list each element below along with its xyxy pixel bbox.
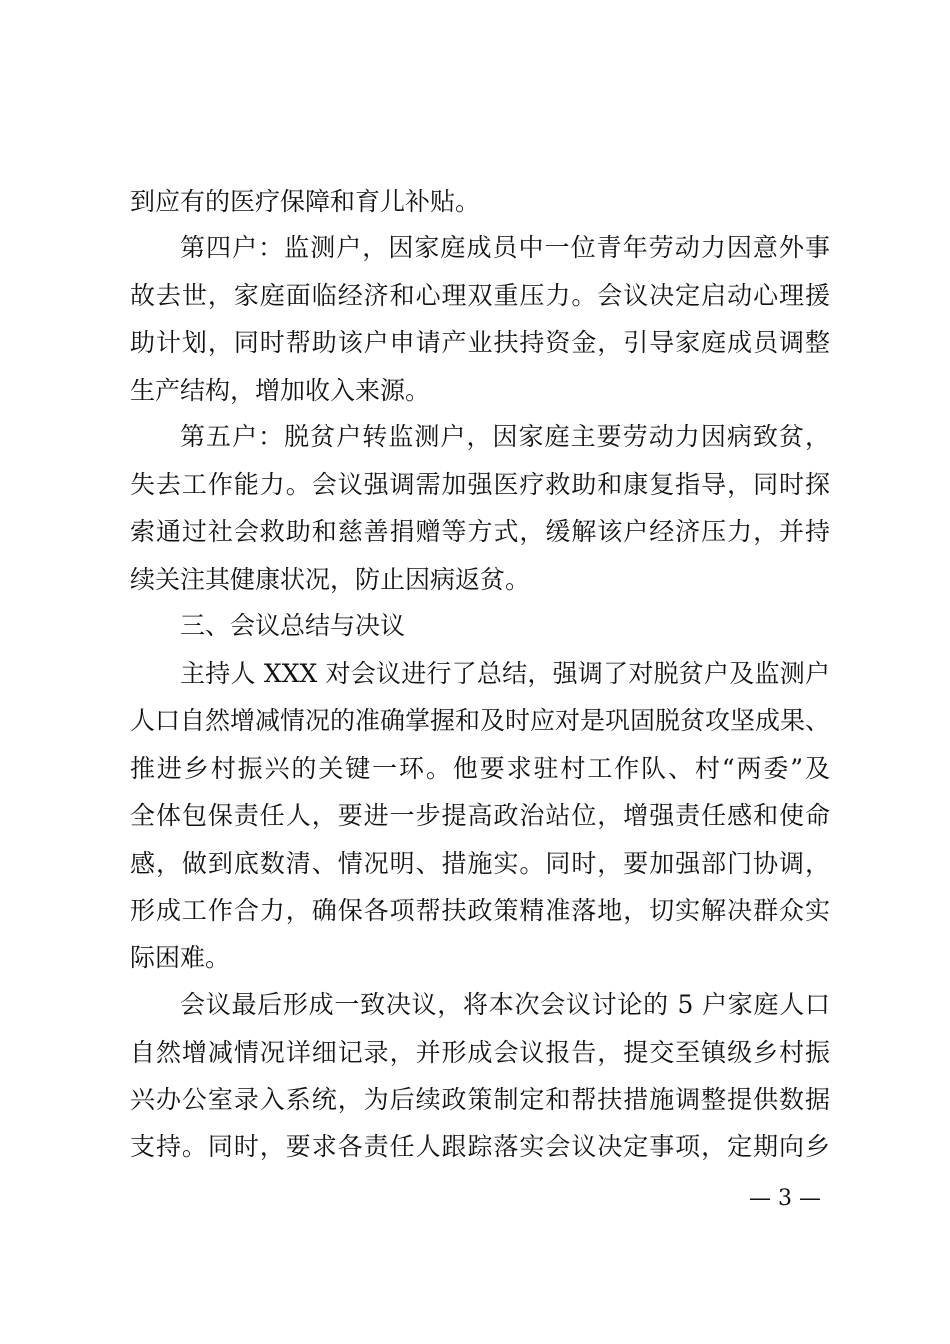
paragraph-line: 推进乡村振兴的关键一环。他要求驻村工作队、村“两委”及 bbox=[130, 754, 830, 783]
paragraph-line: 际困难。 bbox=[130, 943, 231, 972]
paragraph-line: 索通过社会救助和慈善捐赠等方式，缓解该户经济压力，并持 bbox=[130, 517, 830, 546]
paragraph-line: 人口自然增减情况的准确掌握和及时应对是巩固脱贫攻坚成果、 bbox=[130, 706, 831, 735]
paragraph-line: 主持人 XXX 对会议进行了总结，强调了对脱贫户及监测户 bbox=[180, 659, 830, 688]
page-number: — 3 — bbox=[749, 1186, 821, 1211]
paragraph-line: 兴办公室录入系统，为后续政策制定和帮扶措施调整提供数据 bbox=[130, 1085, 830, 1114]
paragraph-line: 第五户：脱贫户转监测户，因家庭主要劳动力因病致贫， bbox=[180, 422, 830, 451]
paragraph-line: 支持。同时，要求各责任人跟踪落实会议决定事项，定期向乡 bbox=[130, 1132, 830, 1161]
paragraph-line: 失去工作能力。会议强调需加强医疗救助和康复指导，同时探 bbox=[130, 470, 830, 499]
paragraph-line: 感，做到底数清、情况明、措施实。同时，要加强部门协调， bbox=[130, 849, 830, 878]
paragraph-line: 生产结构，增加收入来源。 bbox=[130, 376, 431, 405]
paragraph-line: 到应有的医疗保障和育儿补贴。 bbox=[130, 187, 481, 216]
paragraph-line: 助计划，同时帮助该户申请产业扶持资金，引导家庭成员调整 bbox=[130, 328, 830, 357]
paragraph-line: 形成工作合力，确保各项帮扶政策精准落地，切实解决群众实 bbox=[130, 896, 830, 925]
paragraph-line: 续关注其健康状况，防止因病返贫。 bbox=[130, 565, 531, 594]
section-heading: 三、会议总结与决议 bbox=[180, 611, 406, 640]
paragraph-line: 全体包保责任人，要进一步提高政治站位，增强责任感和使命 bbox=[130, 801, 830, 830]
paragraph-line: 自然增减情况详细记录，并形成会议报告，提交至镇级乡村振 bbox=[130, 1038, 830, 1067]
paragraph-line: 会议最后形成一致决议，将本次会议讨论的 5 户家庭人口 bbox=[180, 990, 830, 1019]
paragraph-line: 第四户：监测户，因家庭成员中一位青年劳动力因意外事 bbox=[180, 233, 830, 262]
paragraph-line: 故去世，家庭面临经济和心理双重压力。会议决定启动心理援 bbox=[130, 281, 830, 310]
